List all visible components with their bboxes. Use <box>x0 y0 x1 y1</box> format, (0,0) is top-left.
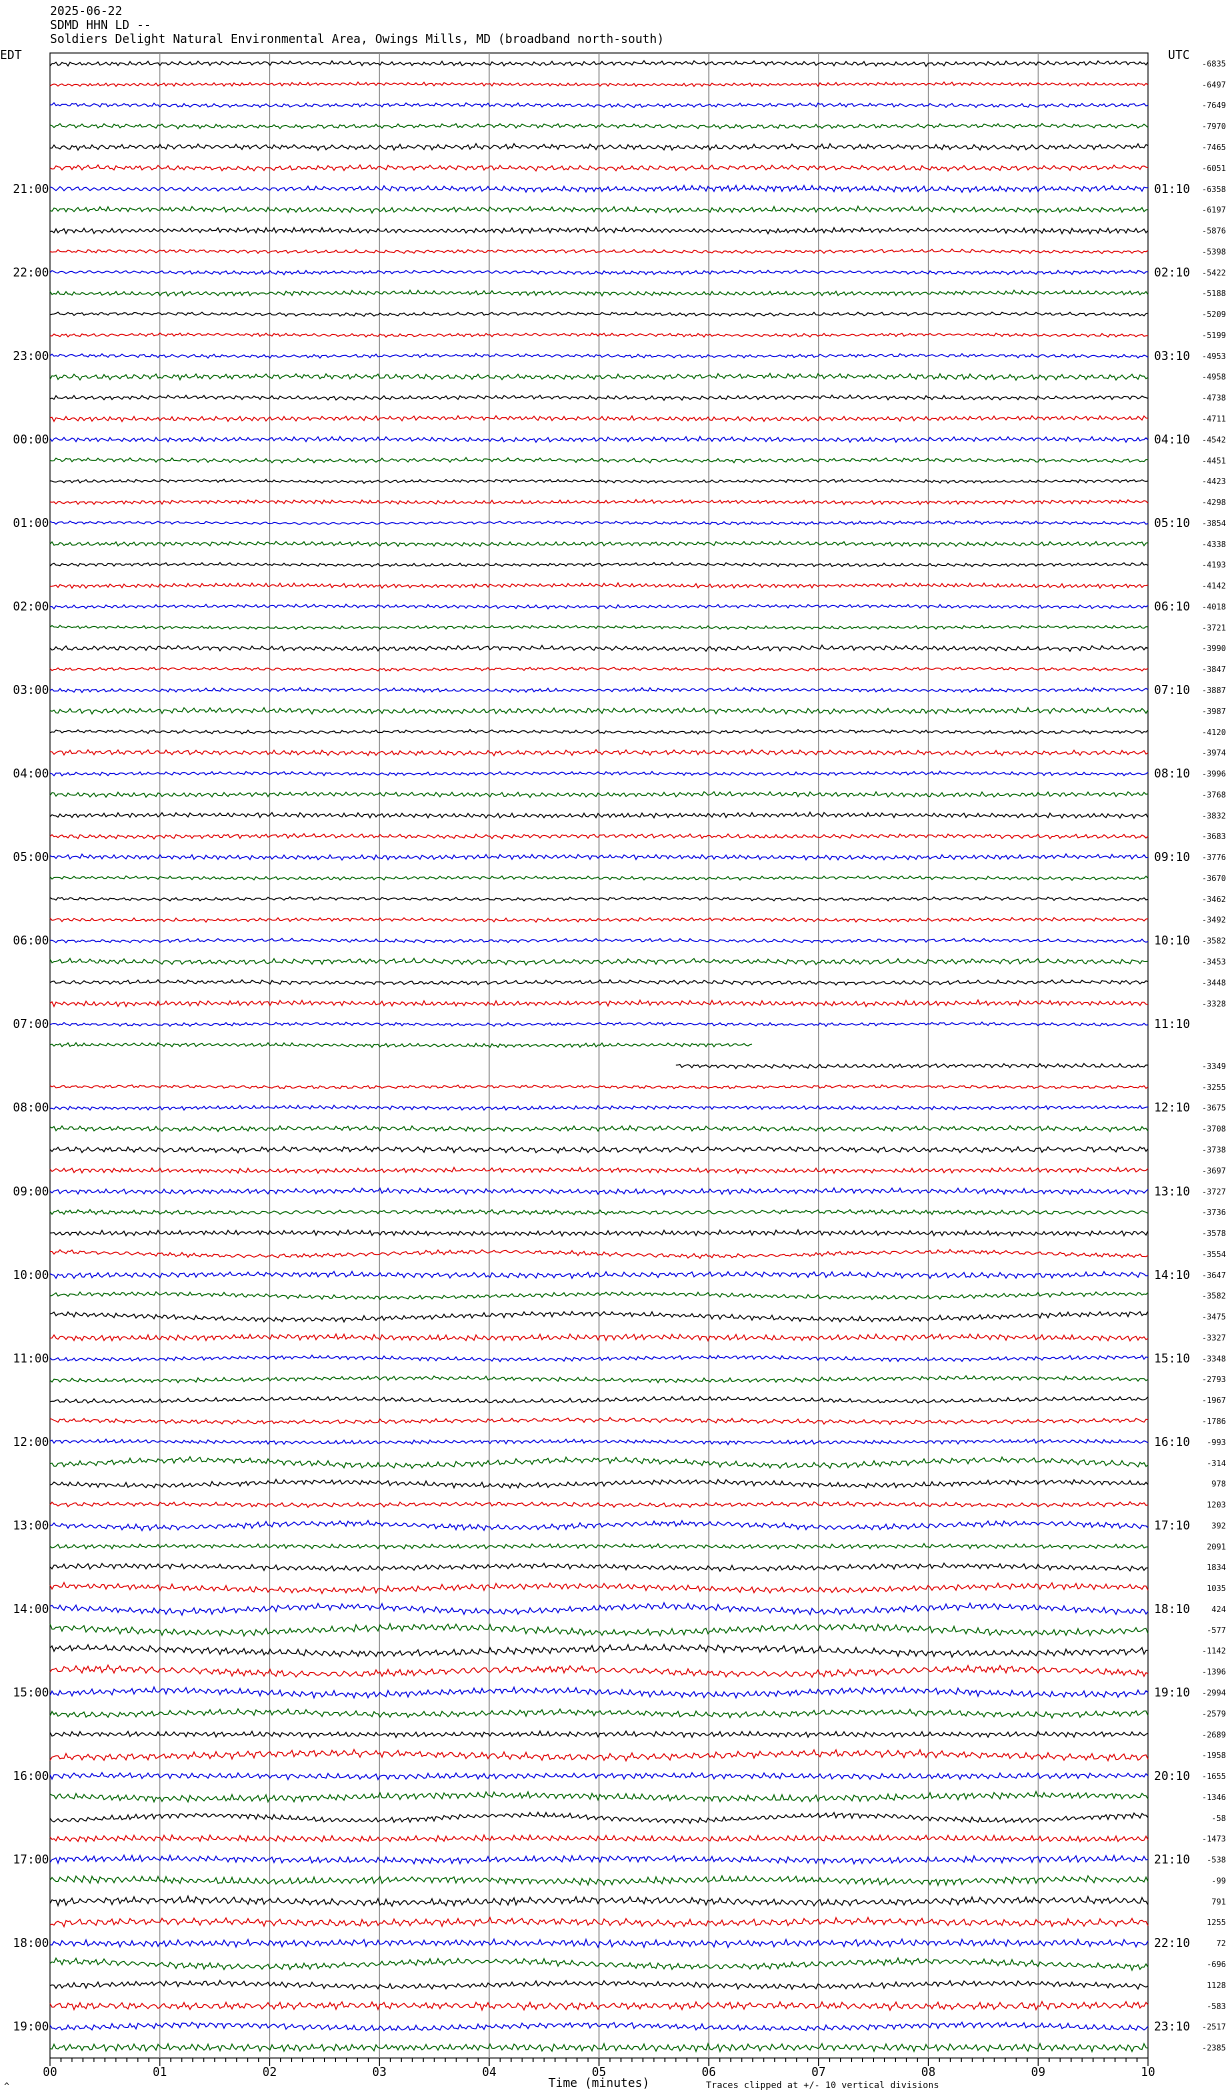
trace-offset-label: -58 <box>1211 1813 1226 1823</box>
trace-offset-label: -3255 <box>1201 1082 1226 1092</box>
trace-offset-label: -538 <box>1206 1855 1226 1865</box>
right-axis-label: UTC <box>1168 48 1190 62</box>
right-hour-label: 12:10 <box>1154 1100 1191 1115</box>
trace-offset-label: -7465 <box>1201 142 1226 152</box>
trace-offset-label: -2994 <box>1201 1688 1226 1698</box>
corner-mark: ^ <box>4 2082 10 2092</box>
trace-offset-label: -4958 <box>1201 372 1226 382</box>
right-hour-label: 13:10 <box>1154 1184 1191 1199</box>
right-hour-label: 19:10 <box>1154 1685 1191 1700</box>
trace-offset-label: 1834 <box>1206 1563 1226 1573</box>
trace-offset-label: -6051 <box>1201 163 1226 173</box>
trace-offset-label: -6497 <box>1201 80 1226 90</box>
trace-offset-label: -4120 <box>1201 727 1226 737</box>
trace-offset-label: 424 <box>1211 1604 1226 1614</box>
left-hour-label: 21:00 <box>12 181 49 196</box>
left-hour-label: 14:00 <box>12 1601 49 1616</box>
trace-offset-label: 2091 <box>1206 1542 1226 1552</box>
trace-offset-label: -3727 <box>1201 1187 1226 1197</box>
trace-offset-label: 978 <box>1211 1479 1226 1489</box>
left-hour-label: 22:00 <box>12 265 49 280</box>
trace-offset-label: -993 <box>1206 1437 1226 1447</box>
left-hour-label: 07:00 <box>12 1017 49 1032</box>
trace-offset-label: -3448 <box>1201 978 1226 988</box>
trace-offset-label: -583 <box>1206 2001 1226 2011</box>
trace-offset-label: -5876 <box>1201 226 1226 236</box>
trace-offset-label: -3328 <box>1201 999 1226 1009</box>
trace-offset-label: -696 <box>1206 1960 1226 1970</box>
trace-offset-label: -3582 <box>1201 1291 1226 1301</box>
trace-offset-label: -3675 <box>1201 1103 1226 1113</box>
trace-offset-label: -3990 <box>1201 644 1226 654</box>
trace-offset-label: -5422 <box>1201 268 1226 278</box>
trace-offset-label: 1203 <box>1206 1500 1226 1510</box>
trace-offset-label: -2385 <box>1201 2043 1226 2053</box>
right-hour-label: 09:10 <box>1154 850 1191 865</box>
trace-offset-label: -1473 <box>1201 1834 1226 1844</box>
trace-offset-label: -3462 <box>1201 894 1226 904</box>
trace-offset-label: -2579 <box>1201 1709 1226 1719</box>
trace-offset-label: -4542 <box>1201 435 1226 445</box>
right-hour-label: 15:10 <box>1154 1351 1191 1366</box>
trace-offset-label: -5188 <box>1201 289 1226 299</box>
trace-offset-label: -3736 <box>1201 1208 1226 1218</box>
trace-offset-label: 1035 <box>1206 1584 1226 1594</box>
right-hour-label: 04:10 <box>1154 432 1191 447</box>
right-hour-label: 18:10 <box>1154 1601 1191 1616</box>
right-hour-label: 14:10 <box>1154 1267 1191 1282</box>
trace-offset-label: -3647 <box>1201 1270 1226 1280</box>
trace-offset-label: -3776 <box>1201 853 1226 863</box>
trace-offset-label: -3721 <box>1201 623 1226 633</box>
trace-offset-label: -4423 <box>1201 477 1226 487</box>
left-hour-label: 00:00 <box>12 432 49 447</box>
trace-offset-label: -3987 <box>1201 706 1226 716</box>
right-hour-label: 20:10 <box>1154 1769 1191 1784</box>
right-hour-label: 05:10 <box>1154 515 1191 530</box>
trace-offset-label: -4451 <box>1201 456 1226 466</box>
left-hour-label: 06:00 <box>12 933 49 948</box>
trace-offset-label: -3708 <box>1201 1124 1226 1134</box>
trace-offset-label: -4338 <box>1201 539 1226 549</box>
x-tick-label: 03 <box>372 2065 387 2079</box>
left-hour-label: 13:00 <box>12 1518 49 1533</box>
trace-offset-label: -3453 <box>1201 957 1226 967</box>
trace-offset-label: -3475 <box>1201 1312 1226 1322</box>
trace-offset-label: -4018 <box>1201 602 1226 612</box>
x-tick-label: 09 <box>1030 2065 1046 2079</box>
x-tick-label: 07 <box>811 2065 826 2079</box>
trace-offset-label: -4298 <box>1201 498 1226 508</box>
trace-offset-label: -2689 <box>1201 1730 1226 1740</box>
trace-offset-label: -2517 <box>1201 2022 1226 2032</box>
right-hour-label: 03:10 <box>1154 348 1191 363</box>
right-hour-label: 02:10 <box>1154 265 1191 280</box>
left-hour-label: 18:00 <box>12 1936 49 1951</box>
trace-offset-label: -3554 <box>1201 1249 1226 1259</box>
trace-offset-label: -1967 <box>1201 1396 1226 1406</box>
x-tick-label: 10 <box>1140 2065 1156 2079</box>
left-hour-label: 03:00 <box>12 683 49 698</box>
trace-offset-label: -4738 <box>1201 393 1226 403</box>
left-hour-label: 16:00 <box>12 1769 49 1784</box>
trace-offset-label: -7970 <box>1201 122 1226 132</box>
trace-offset-label: -3832 <box>1201 811 1226 821</box>
right-hour-label: 01:10 <box>1154 181 1191 196</box>
trace-offset-label: 1128 <box>1206 1980 1226 1990</box>
trace-offset-label: -3578 <box>1201 1229 1226 1239</box>
trace-offset-label: -3697 <box>1201 1166 1226 1176</box>
trace-offset-label: -5209 <box>1201 310 1226 320</box>
right-hour-label: 21:10 <box>1154 1852 1191 1867</box>
x-tick-label: 05 <box>591 2065 607 2079</box>
left-hour-label: 15:00 <box>12 1685 49 1700</box>
trace-offset-label: -5398 <box>1201 247 1226 257</box>
right-hour-label: 22:10 <box>1154 1936 1191 1951</box>
left-hour-label: 17:00 <box>12 1852 49 1867</box>
left-hour-label: 02:00 <box>12 599 49 614</box>
trace-offset-label: -4142 <box>1201 581 1226 591</box>
header-station: SDMD HHN LD -- <box>50 18 152 32</box>
trace-offset-label: 1255 <box>1206 1918 1226 1928</box>
left-hour-label: 11:00 <box>12 1351 49 1366</box>
trace-offset-label: -3349 <box>1201 1061 1226 1071</box>
trace-offset-label: -3974 <box>1201 748 1226 758</box>
trace-offset-label: -1346 <box>1201 1792 1226 1802</box>
left-hour-label: 19:00 <box>12 2019 49 2034</box>
trace-offset-label: -6358 <box>1201 184 1226 194</box>
trace-offset-label: -3738 <box>1201 1145 1226 1155</box>
trace-offset-label: -3996 <box>1201 769 1226 779</box>
seismic-trace <box>50 1043 752 1048</box>
trace-offset-label: -3683 <box>1201 832 1226 842</box>
right-hour-label: 17:10 <box>1154 1518 1191 1533</box>
left-hour-label: 23:00 <box>12 348 49 363</box>
clip-note: Traces clipped at +/- 10 vertical divisions <box>706 2081 939 2091</box>
x-tick-label: 06 <box>701 2065 717 2079</box>
x-tick-label: 04 <box>481 2065 497 2079</box>
trace-offset-label: 72 <box>1216 1939 1226 1949</box>
right-hour-label: 23:10 <box>1154 2019 1191 2034</box>
right-hour-label: 08:10 <box>1154 766 1191 781</box>
right-hour-label: 10:10 <box>1154 933 1191 948</box>
trace-offset-label: -1786 <box>1201 1416 1226 1426</box>
left-hour-label: 05:00 <box>12 850 49 865</box>
trace-offset-label: -3670 <box>1201 873 1226 883</box>
trace-offset-label: -3854 <box>1201 518 1226 528</box>
right-hour-label: 11:10 <box>1154 1017 1191 1032</box>
right-hour-label: 06:10 <box>1154 599 1191 614</box>
trace-offset-label: -4711 <box>1201 414 1226 424</box>
left-hour-label: 04:00 <box>12 766 49 781</box>
trace-offset-label: 392 <box>1211 1521 1226 1531</box>
header-location: Soldiers Delight Natural Environmental Area, Owings Mills, MD (broadband north-south) <box>50 32 665 46</box>
x-axis-label: Time (minutes) <box>548 2076 650 2090</box>
trace-offset-label: -6835 <box>1201 59 1226 69</box>
trace-offset-label: -4953 <box>1201 351 1226 361</box>
right-hour-label: 07:10 <box>1154 683 1191 698</box>
left-hour-label: 01:00 <box>12 515 49 530</box>
left-axis-label: EDT <box>0 48 22 62</box>
trace-offset-label: 791 <box>1211 1897 1226 1907</box>
trace-offset-label: -7649 <box>1201 101 1226 111</box>
trace-offset-label: -1655 <box>1201 1772 1226 1782</box>
trace-offset-label: -6197 <box>1201 205 1226 215</box>
trace-offset-label: -3492 <box>1201 915 1226 925</box>
trace-offset-label: -2793 <box>1201 1375 1226 1385</box>
left-hour-label: 09:00 <box>12 1184 49 1199</box>
trace-offset-label: -577 <box>1206 1625 1226 1635</box>
x-tick-label: 00 <box>42 2065 58 2079</box>
trace-offset-label: -314 <box>1206 1458 1226 1468</box>
trace-offset-label: -3582 <box>1201 936 1226 946</box>
trace-offset-label: -3768 <box>1201 790 1226 800</box>
seismic-trace <box>676 1063 1148 1068</box>
trace-offset-label: -1958 <box>1201 1751 1226 1761</box>
trace-offset-label: -3847 <box>1201 665 1226 675</box>
left-hour-label: 08:00 <box>12 1100 49 1115</box>
trace-offset-label: -1396 <box>1201 1667 1226 1677</box>
trace-offset-label: -3887 <box>1201 686 1226 696</box>
trace-offset-label: -3348 <box>1201 1354 1226 1364</box>
left-hour-label: 10:00 <box>12 1267 49 1282</box>
x-tick-label: 08 <box>921 2065 936 2079</box>
trace-offset-label: -4193 <box>1201 560 1226 570</box>
trace-offset-label: -5199 <box>1201 330 1226 340</box>
trace-offset-label: -1142 <box>1201 1646 1226 1656</box>
x-tick-label: 02 <box>262 2065 277 2079</box>
x-tick-label: 01 <box>152 2065 168 2079</box>
right-hour-label: 16:10 <box>1154 1434 1191 1449</box>
trace-offset-label: -3327 <box>1201 1333 1226 1343</box>
trace-offset-label: -99 <box>1211 1876 1226 1886</box>
left-hour-label: 12:00 <box>12 1434 49 1449</box>
header-date: 2025-06-22 <box>50 4 123 18</box>
